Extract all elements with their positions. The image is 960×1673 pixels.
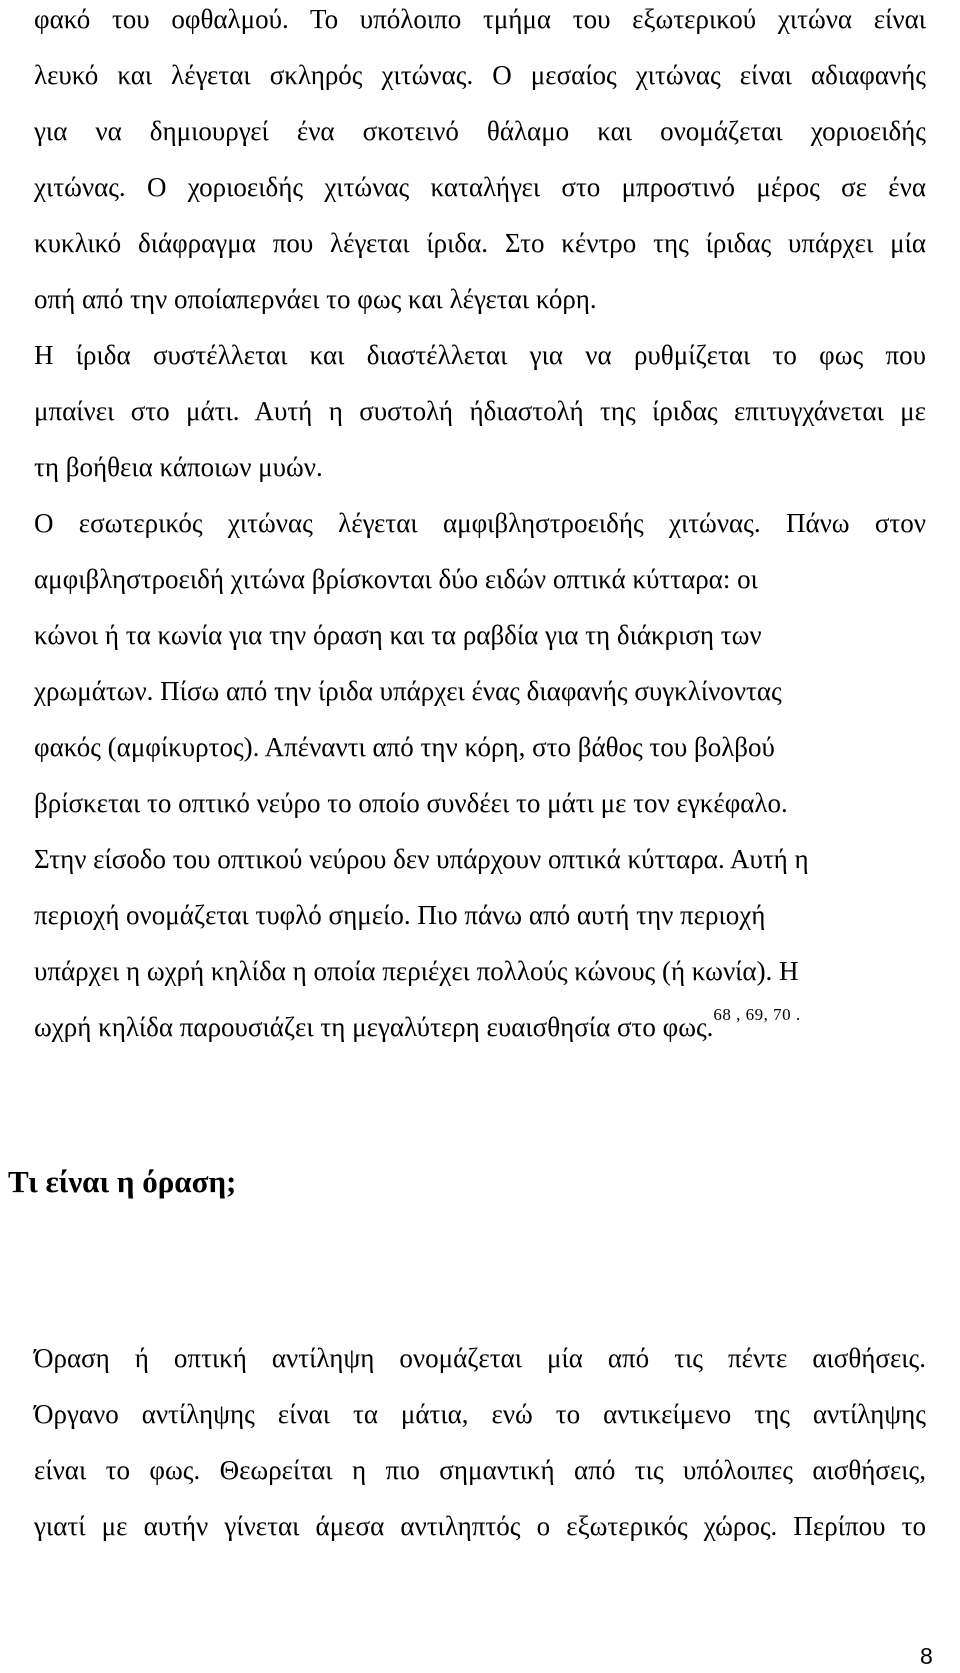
body-text-line: Ο εσωτερικός χιτώνας λέγεται αμφιβληστροειδής χιτώνας. Πάνω στον [34,508,926,538]
body-text-line: χιτώνας. Ο χοριοειδής χιτώνας καταλήγει στο μπροστινό μέρος σε ένα [34,172,926,202]
body-text-line: οπή από την οποίαπερνάει το φως και λέγεται κόρη. [34,284,597,314]
body-text-line: τη βοήθεια κάποιων μυών. [34,452,323,482]
body-text-line: υπάρχει η ωχρή κηλίδα η οποία περιέχει πολλούς κώνους (ή κωνία). Η [34,956,799,986]
body-text-line: κώνοι ή τα κωνία για την όραση και τα ραβδία για τη διάκριση των [34,620,762,650]
body-text-line: μπαίνει στο μάτι. Αυτή η συστολή ήδιαστολή της ίριδας επιτυγχάνεται με [34,396,926,426]
section-heading: Τι είναι η όραση; [8,1164,237,1199]
citation-superscript: 68 , 69, 70 . [713,1005,801,1024]
body-text-line-last [34,1005,926,1044]
body-text-line: φακός (αμφίκυρτος). Απέναντι από την κόρη, στο βάθος του βολβού [34,732,775,762]
body-text-line: λευκό και λέγεται σκληρός χιτώνας. Ο μεσαίος χιτώνας είναι αδιαφανής [34,60,926,90]
body-text-line: φακό του οφθαλμού. Το υπόλοιπο τμήμα του εξωτερικού χιτώνα είναι [34,4,926,34]
body-text-line: Η ίριδα συστέλλεται και διαστέλλεται για να ρυθμίζεται το φως που [34,340,926,370]
body-text-line: Στην είσοδο του οπτικού νεύρου δεν υπάρχουν οπτικά κύτταρα. Αυτή η [34,844,809,874]
section-text-line: είναι το φως. Θεωρείται η πιο σημαντική από τις υπόλοιπες αισθήσεις, [34,1455,926,1485]
section-text-line: γιατί με αυτήν γίνεται άμεσα αντιληπτός ο εξωτερικός χώρος. Περίπου το [34,1511,926,1541]
body-text-line: για να δημιουργεί ένα σκοτεινό θάλαμο και ονομάζεται χοριοειδής [34,116,926,146]
page-number: 8 [920,1643,933,1669]
body-text-line: χρωμάτων. Πίσω από την ίριδα υπάρχει ένας διαφανής συγκλίνοντας [34,676,782,706]
section-text-line: Όργανο αντίληψης είναι τα μάτια, ενώ το αντικείμενο της αντίληψης [34,1399,926,1429]
body-text-line: αμφιβληστροειδή χιτώνα βρίσκονται δύο ειδών οπτικά κύτταρα: οι [34,564,758,594]
body-text-line: κυκλικό διάφραγμα που λέγεται ίριδα. Στο κέντρο της ίριδας υπάρχει μία [34,228,926,258]
body-text-line: περιοχή ονομάζεται τυφλό σημείο. Πιο πάνω από αυτή την περιοχή [34,900,766,930]
body-text-line: βρίσκεται το οπτικό νεύρο το οποίο συνδέει το μάτι με τον εγκέφαλο. [34,788,788,818]
body-text: ωχρή κηλίδα παρουσιάζει τη μεγαλύτερη ευαισθησία στο φως. [34,1012,714,1042]
section-text-line: Όραση ή οπτική αντίληψη ονομάζεται μία από τις πέντε αισθήσεις. [34,1343,926,1373]
